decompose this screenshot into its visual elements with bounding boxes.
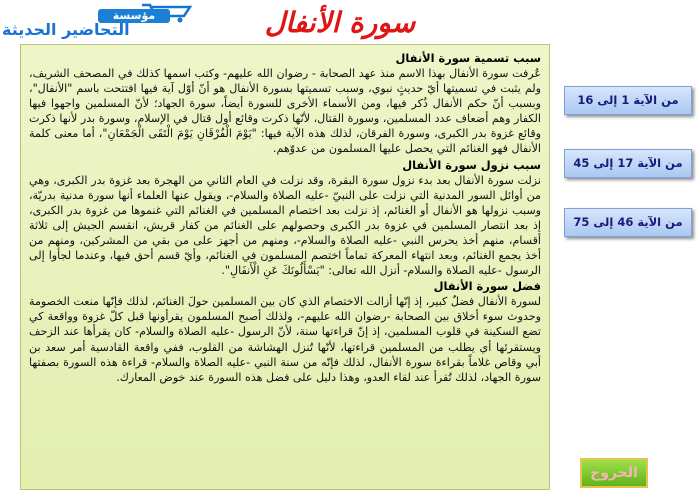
nav-button-verses-46-75[interactable]: من الآية 46 إلى 75 [564,208,692,237]
section-heading-virtue: فضل سورة الأنفال [433,279,541,294]
page-title: سورة الأنفال [264,6,416,39]
section-body-naming: عُرفت سورة الأنفال بهذا الاسم منذ عهد الصحابة - رضوان الله عليهم- وكتب اسمها كذلك في المصحف الشريف، ولم يثبت في تسميتها أيّ حديثٍ نبوي، وسبب تسميتها بسورة الأنفال هو أنّ أوّل آية فيها افتتحت باسم "الأنفال"، وبسبب أنّ حكم الأنفال ذُكر فيها، ومن الأسماء الأخرى للسورة أيضاً، سورة الجهاد؛ لأنّ المسلمين واجهوا فيها الكفار وهم أضعاف عدد المسلمين، وسورة القتال، لأنّها ذكرت وقائع أول قتال في الإسلام، وسورة بدر لأنها ذكرت وقائع غزوة بدر الكبرى، وسورة الفرقان، لذلك هذه الآية فيها: "يَوْمَ الْفُرْقَانِ يَوْمَ الْتَقَى الْجَمْعَانِ"، أما معنى كلمة الأنفال فهو الغنائم التي يحصل عليها المسلمون من عدوّهم. [29,67,541,156]
exit-button[interactable]: الخروج [580,458,648,488]
content-panel [20,44,550,490]
logo [0,0,200,44]
section-heading-revelation: سبب نزول سورة الأنفال [402,157,541,172]
section-body-revelation: نزلت سورة الأنفال بعد بدء نزول سورة البقرة، وقد نزلت في العام الثاني من الهجرة بعد غزوة بدر الكبرى، وهي من أوائل السور المدنية التي نزلت على النبيّ -عليه الصلاة والسلام-، ويقول عنها العلماء أنها سورة مدنية بدريّة، وسبب نزولها هو الأنفال أو الغنائم، إذ نزلت بعد اختصام المسلمين في الغنائم التي غنموها من غزوة بدر الكبرى، إذ بعد انتصار المسلمين في غزوة بدر الكبرى وحصولهم على الغنائم من كفار قريش، انقسم الجيش إلى ثلاثة أقسام، منهم أخذ يحرس النبي -عليه الصلاة والسلام-، ومنهم من أجهز على من بقي من المشركين، ومنهم من أخذ يجمع الغنائم، وبعد انتهاء المعركة تماماً اختصم المسلمون في الغنائم، وأيّ قسم أحق فيها، وعندما لجأوا إلى الرسول -عليه الصلاة والسلام- أنزل الله تعالى: "يَسْأَلُونَكَ عَنِ الْأَنفَالِ". [29,173,541,278]
nav-button-verses-1-16[interactable]: من الآية 1 إلى 16 [564,86,692,115]
nav-button-verses-17-45[interactable]: من الآية 17 إلى 45 [564,149,692,178]
logo-name: التحاضير الحديثة [2,20,130,39]
logo-subtitle: مؤسسة [98,9,170,23]
section-body-virtue: لسورة الأنفال فضلٌ كبير، إذ إنّها أزالت الاختصام الذي كان بين المسلمين حولَ الغنائم، لذلك فإنّها منعت الخصومة وحدوث سوء أخلاق بين الصحابة -رضوان الله عليهم-، ولذلك أصبح المسلمون يقرأونها قبل كلّ غزوة وواقعة كي تضع السكينة في قلوب المسلمين، إذ إنّ قراءتها سنة، لأنّ الرسول -عليه الصلاة والسلام- كان يقرأها عند الزحف ويستقرئها أي يطلب من المسلمين قراءتها، لأنّها تُنزل الهشاشة من القلوب، ففي واقعة القادسية أمر سعد بن أبي وقاص غلاماً بقراءة سورة الأنفال، لذلك فإنّه من سنة النبي -عليه الصلاة والسلام- قراءة هذه السورة بصفتها سورة الجهاد، لذلك تُقرأ عند لقاء العدو، وهذا دليل على فضل هذه السورة عند خوض المعارك. [29,295,541,384]
section-heading-naming: سبب تسمية سورة الأنفال [395,51,541,65]
